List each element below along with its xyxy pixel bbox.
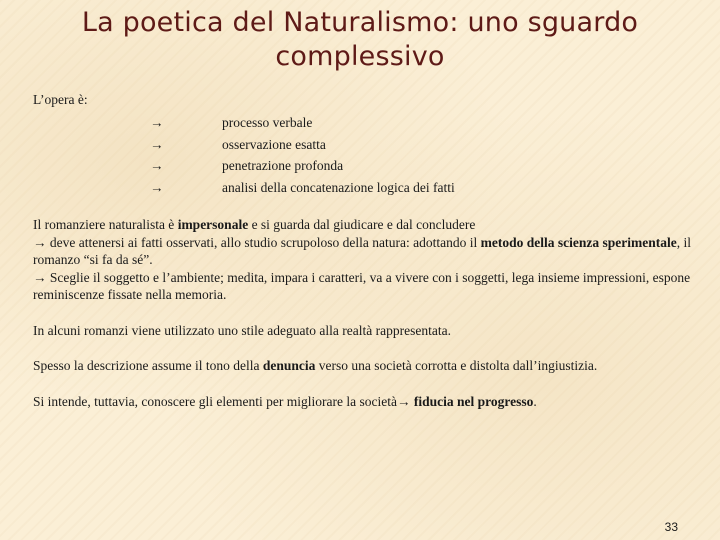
intro-text: L’opera è:	[33, 92, 88, 107]
body-text	[33, 216, 708, 410]
text-run: .	[533, 393, 537, 409]
arrow-list-item-text: processo verbale	[222, 115, 313, 130]
right-arrow-icon: →	[150, 179, 164, 195]
page-number: 33	[664, 520, 678, 534]
paragraph-progresso	[33, 393, 708, 411]
paragraph-impersonale	[33, 216, 708, 304]
slide-title	[0, 6, 720, 74]
bold-term: metodo della scienza sperimentale	[480, 234, 677, 250]
bold-term: impersonale	[177, 217, 249, 232]
slide-title-line-1: La poetica del Naturalismo: uno sguardo	[81, 7, 639, 38]
text-run: verso una società corrotta e distolta dall’ingiustizia.	[315, 358, 598, 373]
arrow-list	[150, 112, 455, 198]
paragraph-stile: In alcuni romanzi viene utilizzato uno stile adeguato alla realtà rappresentata.	[33, 322, 451, 338]
arrow-list-item	[150, 177, 455, 199]
text-run: Il romanziere naturalista è	[33, 217, 178, 232]
bold-term: fiducia nel progresso	[413, 393, 534, 409]
arrow-list-item-text: penetrazione profonda	[222, 158, 344, 173]
slide-title-line-2: complessivo	[275, 41, 445, 72]
text-run: e si guarda dal giudicare e dal concludere	[248, 217, 476, 232]
bold-term: denuncia	[262, 358, 316, 373]
text-run: → Sceglie il soggetto e l’ambiente; medita, impara i caratteri, va a vivere con i soggetti, lega insieme impressioni, espone reminiscenze fissate nella memoria.	[33, 269, 691, 302]
arrow-list-item-text: osservazione esatta	[222, 136, 326, 152]
text-run: Si intende, tuttavia, conoscere gli elementi per migliorare la società→	[33, 393, 414, 409]
arrow-list-item	[150, 134, 455, 156]
text-run: Spesso la descrizione assume il tono della	[33, 358, 263, 373]
arrow-list-item	[150, 155, 455, 177]
text-run: , il romanzo “si fa da sé”.	[33, 234, 691, 267]
right-arrow-icon: →	[150, 115, 164, 130]
text-run: → deve attenersi ai fatti osservati, allo studio scrupoloso della natura: adottando il	[33, 234, 481, 250]
paragraph-denuncia	[33, 357, 708, 375]
right-arrow-icon: →	[150, 158, 164, 173]
arrow-list-item-text: analisi della concatenazione logica dei fatti	[222, 179, 455, 195]
right-arrow-icon: →	[150, 136, 164, 152]
arrow-list-item	[150, 112, 455, 134]
